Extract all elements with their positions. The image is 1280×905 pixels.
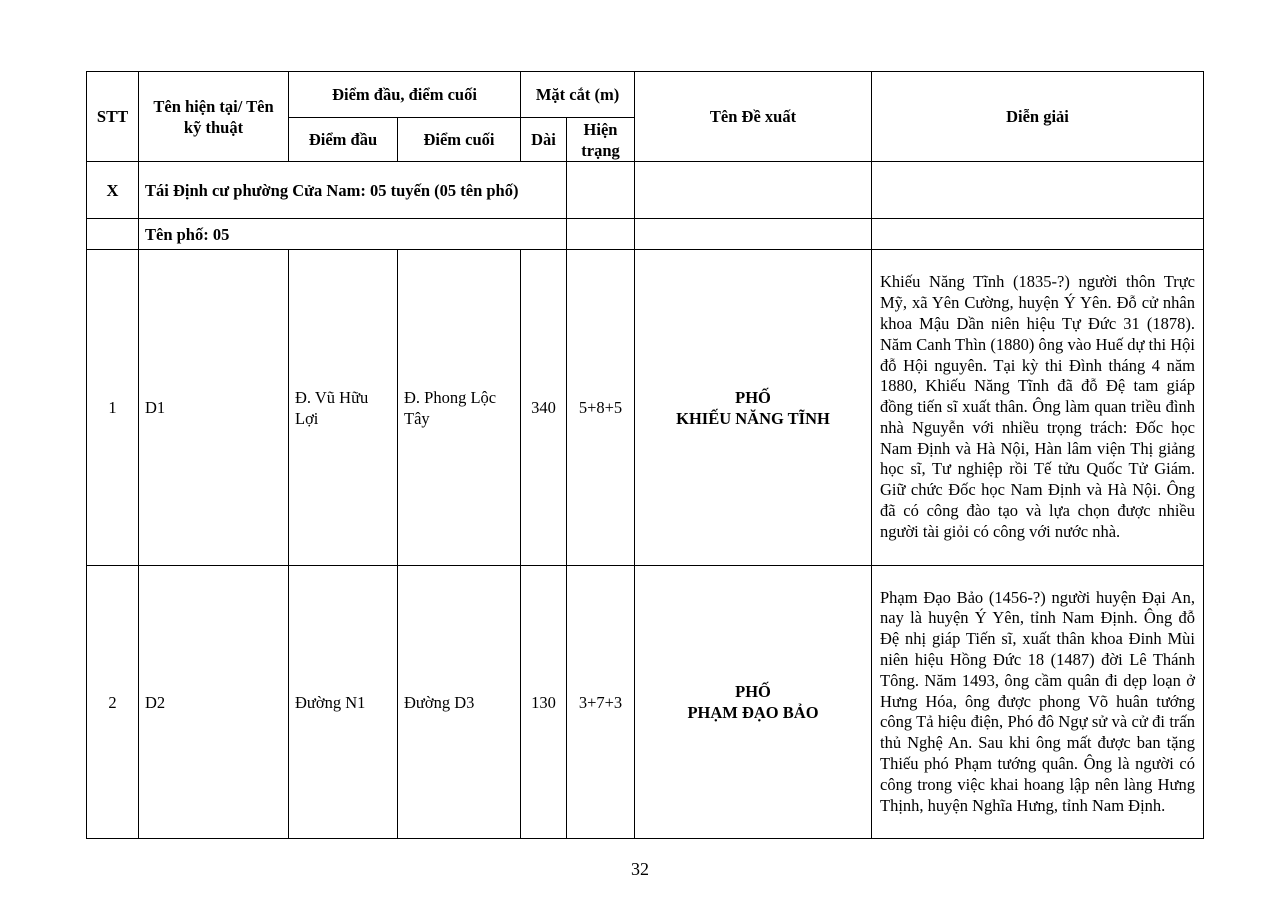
row-end: Đ. Phong Lộc Tây bbox=[398, 250, 521, 566]
header-current-name: Tên hiện tại/ Tên kỹ thuật bbox=[139, 72, 289, 162]
header-stt: STT bbox=[87, 72, 139, 162]
row-end: Đường D3 bbox=[398, 566, 521, 839]
row-length: 340 bbox=[521, 250, 567, 566]
header-start: Điểm đầu bbox=[289, 118, 398, 162]
proposed-street-name: PHẠM ĐẠO BẢO bbox=[687, 703, 819, 722]
section-title: Tái Định cư phường Cửa Nam: 05 tuyến (05 tên phố) bbox=[139, 162, 567, 219]
header-explanation: Diễn giải bbox=[872, 72, 1204, 162]
section-empty-cell bbox=[872, 162, 1204, 219]
row-status: 5+8+5 bbox=[567, 250, 635, 566]
header-length: Dài bbox=[521, 118, 567, 162]
row-start: Đường N1 bbox=[289, 566, 398, 839]
header-proposed-name: Tên Đề xuất bbox=[635, 72, 872, 162]
row-proposed-name bbox=[635, 566, 872, 839]
row-status: 3+7+3 bbox=[567, 566, 635, 839]
section-row bbox=[87, 162, 1204, 219]
row-proposed-name bbox=[635, 250, 872, 566]
proposed-street-name: KHIẾU NĂNG TĨNH bbox=[676, 408, 830, 428]
row-current-name: D2 bbox=[139, 566, 289, 839]
row-start: Đ. Vũ Hữu Lợi bbox=[289, 250, 398, 566]
proposed-prefix: PHỐ bbox=[735, 387, 771, 407]
header-endpoints: Điểm đầu, điểm cuối bbox=[289, 72, 521, 118]
subsection-row bbox=[87, 219, 1204, 250]
section-empty-cell bbox=[567, 162, 635, 219]
street-naming-table bbox=[86, 71, 1204, 839]
header-row-1 bbox=[87, 72, 1204, 118]
subsection-empty-cell bbox=[567, 219, 635, 250]
row-stt: 1 bbox=[87, 250, 139, 566]
subsection-empty-cell bbox=[872, 219, 1204, 250]
page-number: 32 bbox=[631, 859, 649, 879]
row-explanation: Phạm Đạo Bảo (1456-?) người huyện Đại An, nay là huyện Ý Yên, tỉnh Nam Định. Ông đỗ Đệ nhị giáp Tiến sĩ, xuất thân khoa Đinh Mùi niên hiệu Hồng Đức 18 (1487) đời Lê Thánh Tông. Năm 1493, ông cầm quân đi dẹp loạn ở Hưng Hóa, ông được phong Võ huân tướng công Tả hiệu điện, Phó đô Ngự sử và cử đi trấn thủ Nghệ An. Sau khi ông mất được ban tặng Thiếu phó Phạm tướng quân. Ông là người có công trong việc khai hoang lập nên làng Hưng Thịnh, huyện Nghĩa Hưng, tỉnh Nam Định. bbox=[872, 566, 1204, 839]
subsection-empty-cell bbox=[87, 219, 139, 250]
subsection-empty-cell bbox=[635, 219, 872, 250]
row-current-name: D1 bbox=[139, 250, 289, 566]
table-row bbox=[87, 566, 1204, 839]
header-current-status: Hiện trạng bbox=[567, 118, 635, 162]
proposed-prefix: PHỐ bbox=[735, 682, 771, 701]
header-end: Điểm cuối bbox=[398, 118, 521, 162]
section-empty-cell bbox=[635, 162, 872, 219]
row-length: 130 bbox=[521, 566, 567, 839]
table-row bbox=[87, 250, 1204, 566]
row-explanation: Khiếu Năng Tĩnh (1835-?) người thôn Trực Mỹ, xã Yên Cường, huyện Ý Yên. Đỗ cử nhân khoa Mậu Dần niên hiệu Tự Đức 31 (1878). Năm Canh Thìn (1880) ông vào Huế dự thi Hội đỗ Hội nguyên. Tại kỳ thi Đình tháng 4 năm 1880, Khiếu Năng Tĩnh đã đỗ Đệ tam giáp đồng tiến sĩ xuất thân. Ông làm quan triều đình nhà Nguyễn với nhiều trọng trách: Đốc học Nam Định và Hà Nội, Hàn lâm viện Thị giảng học sĩ, Tư nghiệp rồi Tế tửu Quốc Tử Giám. Giữ chức Đốc học Nam Định và Hà Nội. Ông đã có công đào tạo và lựa chọn được nhiều người tài giỏi có công với nước nhà. bbox=[872, 250, 1204, 566]
section-stt: X bbox=[87, 162, 139, 219]
row-stt: 2 bbox=[87, 566, 139, 839]
subsection-title: Tên phố: 05 bbox=[139, 219, 567, 250]
header-cross-section: Mặt cắt (m) bbox=[521, 72, 635, 118]
